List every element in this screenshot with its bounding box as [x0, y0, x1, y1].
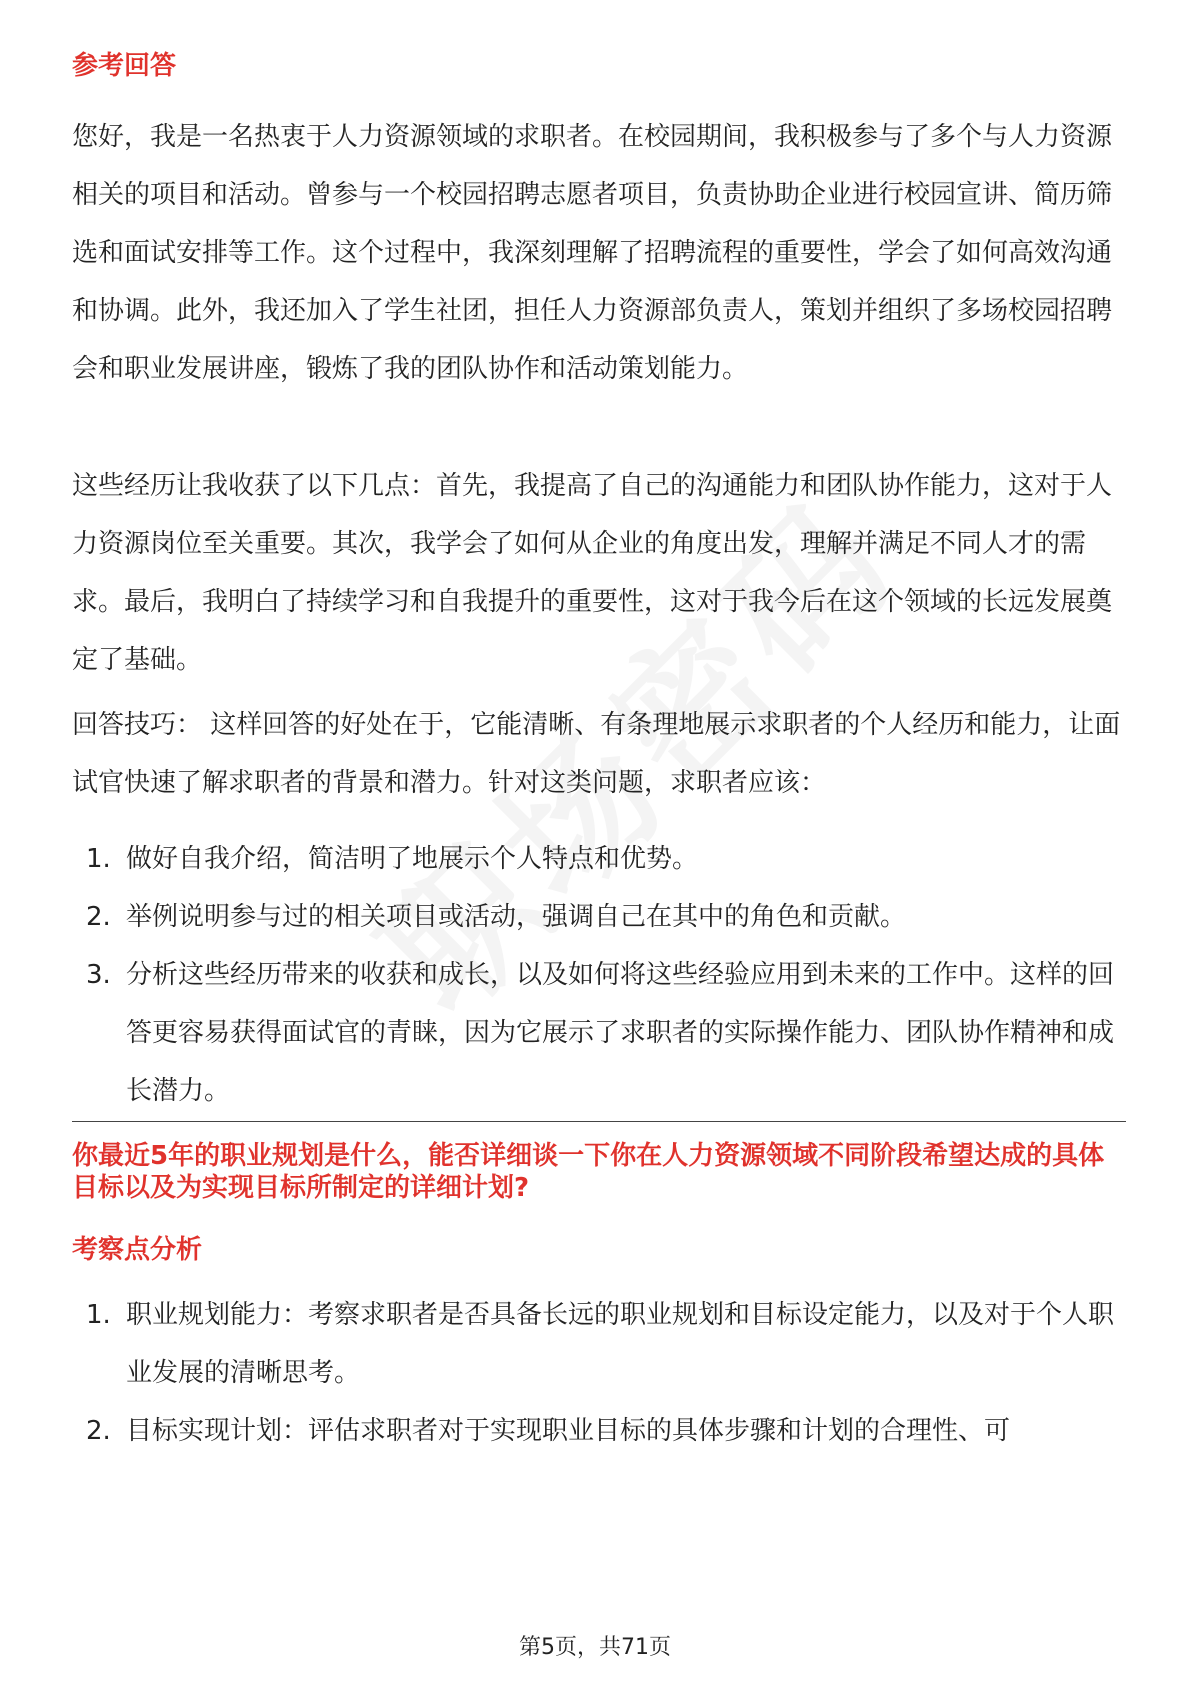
list-item-number: 2.	[86, 1416, 111, 1446]
list-item-number: 1.	[86, 1300, 111, 1330]
list-item-number: 2.	[86, 902, 111, 932]
list-item	[72, 946, 1126, 1120]
list-item-number: 3.	[86, 960, 111, 990]
list-item	[72, 1286, 1126, 1402]
analysis-list	[72, 1286, 1126, 1460]
section-divider	[72, 1121, 1126, 1122]
list-item	[72, 888, 1126, 946]
list-item-text: 举例说明参与过的相关项目或活动，强调自己在其中的角色和贡献。	[126, 902, 907, 932]
page-footer: 第5页，共71页	[519, 1635, 671, 1660]
answer-tips-paragraph: 回答技巧： 这样回答的好处在于，它能清晰、有条理地展示求职者的个人经历和能力，让面试官快速了解求职者的背景和潜力。针对这类问题，求职者应该：	[72, 710, 1121, 798]
list-item-number: 1.	[86, 844, 111, 874]
tips-list	[72, 830, 1126, 1120]
analysis-heading: 考察点分析	[72, 1235, 203, 1265]
list-item-text: 目标实现计划：评估求职者对于实现职业目标的具体步骤和计划的合理性、可	[126, 1416, 1011, 1446]
list-item-text: 职业规划能力：考察求职者是否具备长远的职业规划和目标设定能力，以及对于个人职业发展的清晰思考。	[126, 1300, 1115, 1388]
list-item	[72, 1402, 1126, 1460]
document-page	[72, 0, 1126, 1684]
answer-paragraph-1: 您好，我是一名热衷于人力资源领域的求职者。在校园期间，我积极参与了多个与人力资源相关的项目和活动。曾参与一个校园招聘志愿者项目，负责协助企业进行校园宣讲、简历筛选和面试安排等工作。这个过程中，我深刻理解了招聘流程的重要性，学会了如何高效沟通和协调。此外，我还加入了学生社团，担任人力资源部负责人，策划并组织了多场校园招聘会和职业发展讲座，锻炼了我的团队协作和活动策划能力。	[72, 122, 1113, 384]
list-item-text: 做好自我介绍，简洁明了地展示个人特点和优势。	[126, 844, 699, 874]
interview-question: 你最近5年的职业规划是什么，能否详细谈一下你在人力资源领域不同阶段希望达成的具体目标以及为实现目标所制定的详细计划?	[72, 1141, 1105, 1203]
reference-answer-heading: 参考回答	[72, 51, 177, 81]
list-item-text: 分析这些经历带来的收获和成长，以及如何将这些经验应用到未来的工作中。这样的回答更容易获得面试官的青睐，因为它展示了求职者的实际操作能力、团队协作精神和成长潜力。	[126, 960, 1115, 1106]
answer-paragraph-2: 这些经历让我收获了以下几点：首先，我提高了自己的沟通能力和团队协作能力，这对于人力资源岗位至关重要。其次，我学会了如何从企业的角度出发，理解并满足不同人才的需求。最后，我明白了持续学习和自我提升的重要性，这对于我今后在这个领域的长远发展奠定了基础。	[72, 471, 1113, 675]
list-item	[72, 830, 1126, 888]
